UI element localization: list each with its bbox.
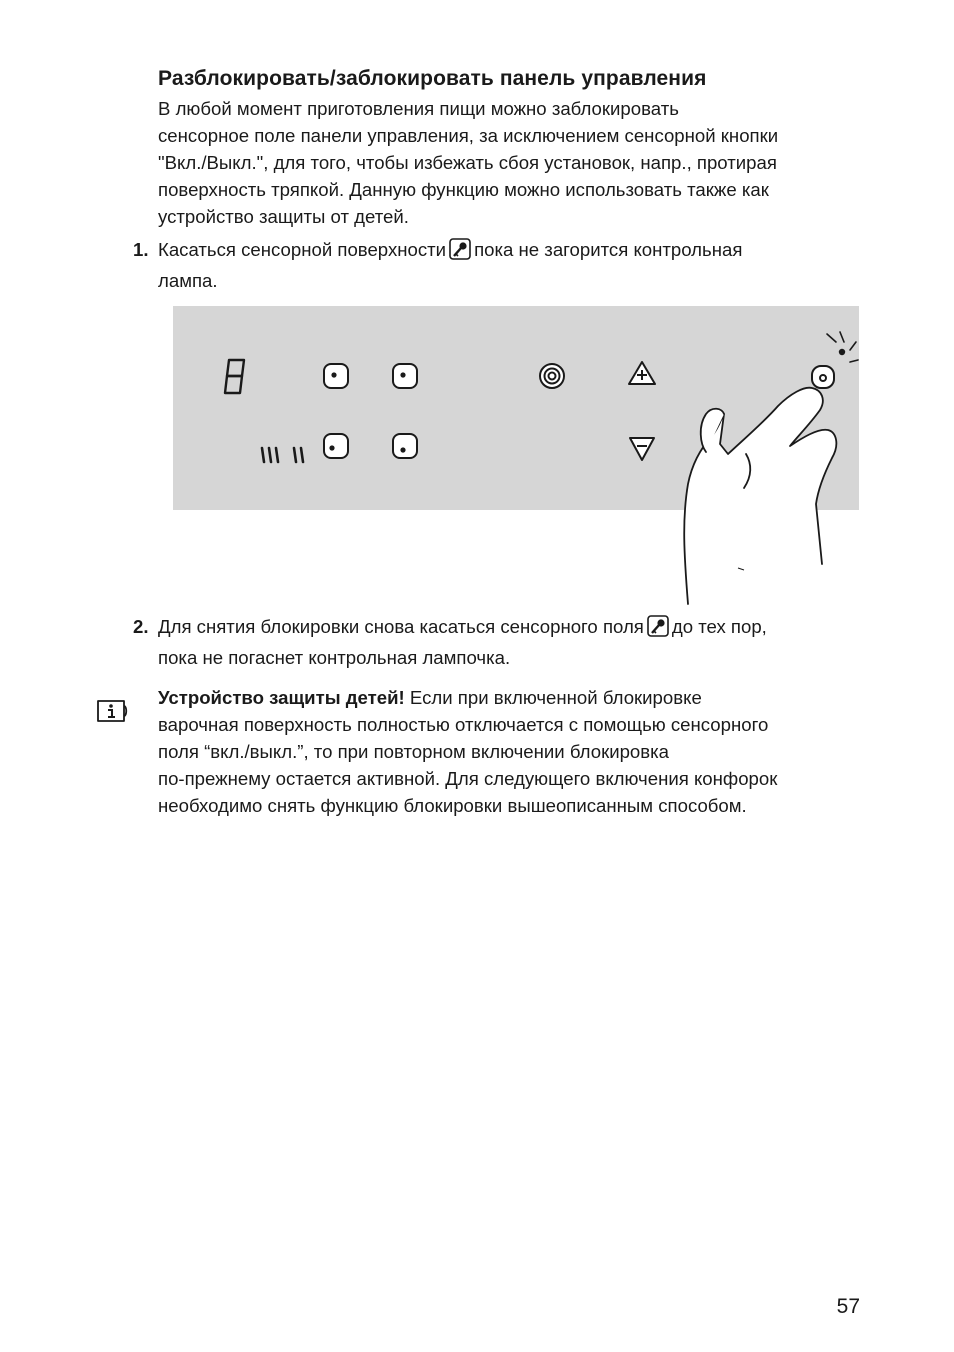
child-safety-note: [158, 684, 870, 819]
key-icon: [647, 615, 669, 644]
intro-paragraph: [158, 95, 870, 230]
control-panel-illustration: [172, 304, 862, 614]
intro-line: поверхность тряпкой. Данную функцию можно использовать также как: [158, 179, 769, 200]
step-2-text: [158, 613, 870, 671]
note-line: Устройство защиты детей! Если при включенной блокировке: [158, 687, 702, 708]
sensor-button: [324, 434, 348, 458]
page-number: 57: [836, 1295, 860, 1318]
power-button: [540, 364, 564, 388]
step-1-line: Касаться сенсорной поверхности пока не загорится контрольная: [158, 236, 870, 267]
lock-button: [812, 366, 834, 388]
section-title: Разблокировать/заблокировать панель управления: [158, 67, 707, 90]
intro-line: В любой момент приготовления пищи можно заблокировать: [158, 98, 679, 119]
step-1-text: [158, 236, 870, 294]
intro-line: устройство защиты от детей.: [158, 206, 409, 227]
note-bold: Устройство защиты детей!: [158, 687, 405, 708]
sensor-button: [393, 434, 417, 458]
note-line: по-прежнему остается активной. Для следующего включения конфорок: [158, 768, 778, 789]
intro-line: сенсорное поле панели управления, за исключением сенсорной кнопки: [158, 125, 779, 146]
info-icon: [94, 698, 128, 729]
note-line: необходимо снять функцию блокировки вышеописанным способом.: [158, 795, 747, 816]
step-2-line: Для снятия блокировки снова касаться сенсорного поля до тех пор,: [158, 613, 870, 644]
step-2-line2: пока не погаснет контрольная лампочка.: [158, 647, 511, 668]
step-1-line2: лампа.: [158, 270, 218, 291]
key-icon: [449, 238, 471, 267]
note-line: поля “вкл./выкл.”, то при повторном включении блокировка: [158, 741, 670, 762]
step-2-number: 2.: [133, 616, 149, 637]
note-line: варочная поверхность полностью отключается с помощью сенсорного: [158, 714, 769, 735]
intro-line: "Вкл./Выкл.", для того, чтобы избежать сбоя установок, напр., протирая: [158, 152, 777, 173]
step-1-number: 1.: [133, 239, 149, 260]
